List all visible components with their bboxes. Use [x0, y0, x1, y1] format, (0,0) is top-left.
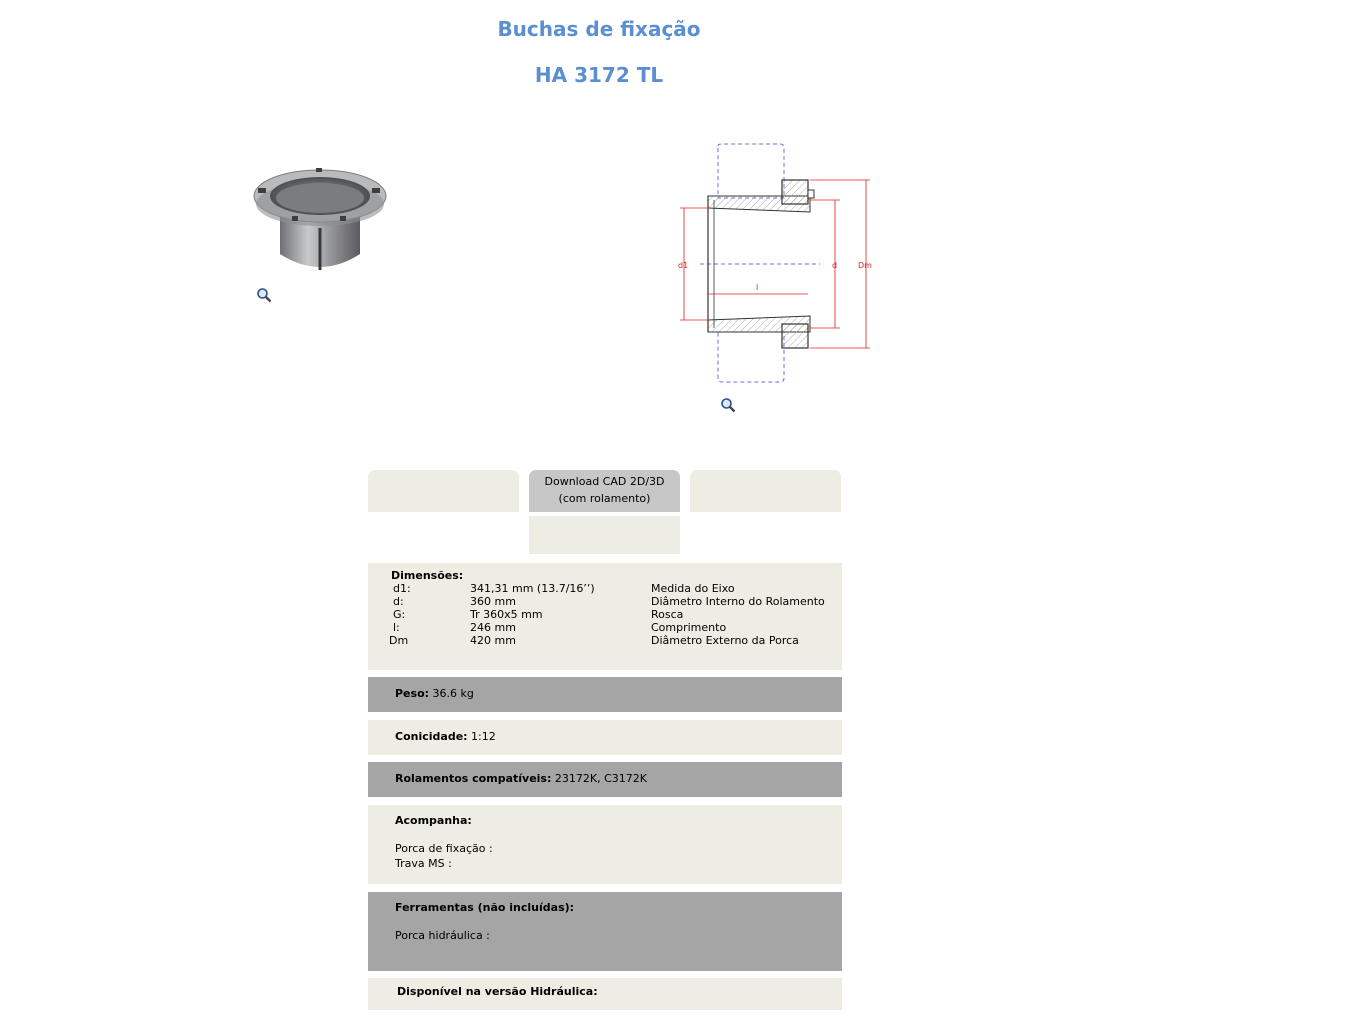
dim-desc: Rosca: [651, 608, 684, 621]
dim-value: 420 mm: [470, 634, 516, 647]
tools-box: [368, 892, 842, 971]
dimensions-box: [368, 563, 842, 670]
tab-left[interactable]: [368, 470, 519, 512]
taper-box: [368, 720, 842, 755]
dim-value: Tr 360x5 mm: [470, 608, 543, 621]
label-l: l: [756, 283, 759, 292]
dimension-row: [389, 634, 833, 647]
dimension-row: [393, 621, 833, 634]
dim-value: 341,31 mm (13.7/16’’): [470, 582, 595, 595]
dim-value: 360 mm: [470, 595, 516, 608]
weight-box: [368, 677, 842, 712]
label-dm: Dm: [858, 261, 872, 270]
dim-key: d1:: [393, 582, 411, 595]
taper-label: Conicidade:: [395, 730, 468, 743]
hydraulic-box: [368, 978, 842, 1010]
dim-value: 246 mm: [470, 621, 516, 634]
weight-value: 36.6 kg: [429, 687, 474, 700]
bearings-label: Rolamentos compatíveis:: [395, 772, 552, 785]
page-title: Buchas de fixação: [497, 17, 701, 41]
bearings-value: 23172K, C3172K: [551, 772, 647, 785]
zoom-drawing-icon[interactable]: [720, 397, 736, 413]
dim-key: G:: [393, 608, 406, 621]
taper-value: 1:12: [467, 730, 496, 743]
dim-desc: Medida do Eixo: [651, 582, 735, 595]
dimension-row: [393, 582, 833, 595]
dim-key: l:: [393, 621, 400, 634]
tools-heading: Ferramentas (não incluídas):: [395, 901, 575, 914]
dimension-row: [393, 595, 833, 608]
dim-desc: Diâmetro Externo da Porca: [651, 634, 799, 647]
product-photo[interactable]: [252, 158, 388, 274]
dim-key: Dm: [389, 634, 409, 647]
dim-desc: Comprimento: [651, 621, 727, 634]
hydraulic-heading: Disponível na versão Hidráulica:: [397, 985, 598, 998]
dim-desc: Diâmetro Interno do Rolamento: [651, 595, 825, 608]
includes-item: Porca de fixação :: [395, 842, 493, 855]
includes-heading: Acompanha:: [395, 814, 472, 827]
dim-key: d:: [393, 595, 404, 608]
includes-item: Trava MS :: [395, 857, 452, 870]
bearings-box: [368, 762, 842, 797]
tab-panel: [529, 516, 680, 554]
weight-label: Peso:: [395, 687, 430, 700]
zoom-photo-icon[interactable]: [256, 287, 272, 303]
tab-right[interactable]: [690, 470, 841, 512]
tab-download-cad[interactable]: [529, 470, 680, 512]
label-d1: d1: [678, 261, 689, 270]
label-d: d: [832, 261, 838, 270]
includes-box: [368, 805, 842, 884]
product-model: HA 3172 TL: [534, 63, 664, 87]
dimensions-heading: Dimensões:: [391, 569, 464, 582]
tools-item: Porca hidráulica :: [395, 929, 490, 942]
tab-download-cad-line1: Download CAD 2D/3D: [544, 475, 665, 488]
technical-drawing[interactable]: [670, 140, 880, 390]
dimension-row: [393, 608, 833, 621]
tab-download-cad-line2: (com rolamento): [558, 492, 651, 505]
